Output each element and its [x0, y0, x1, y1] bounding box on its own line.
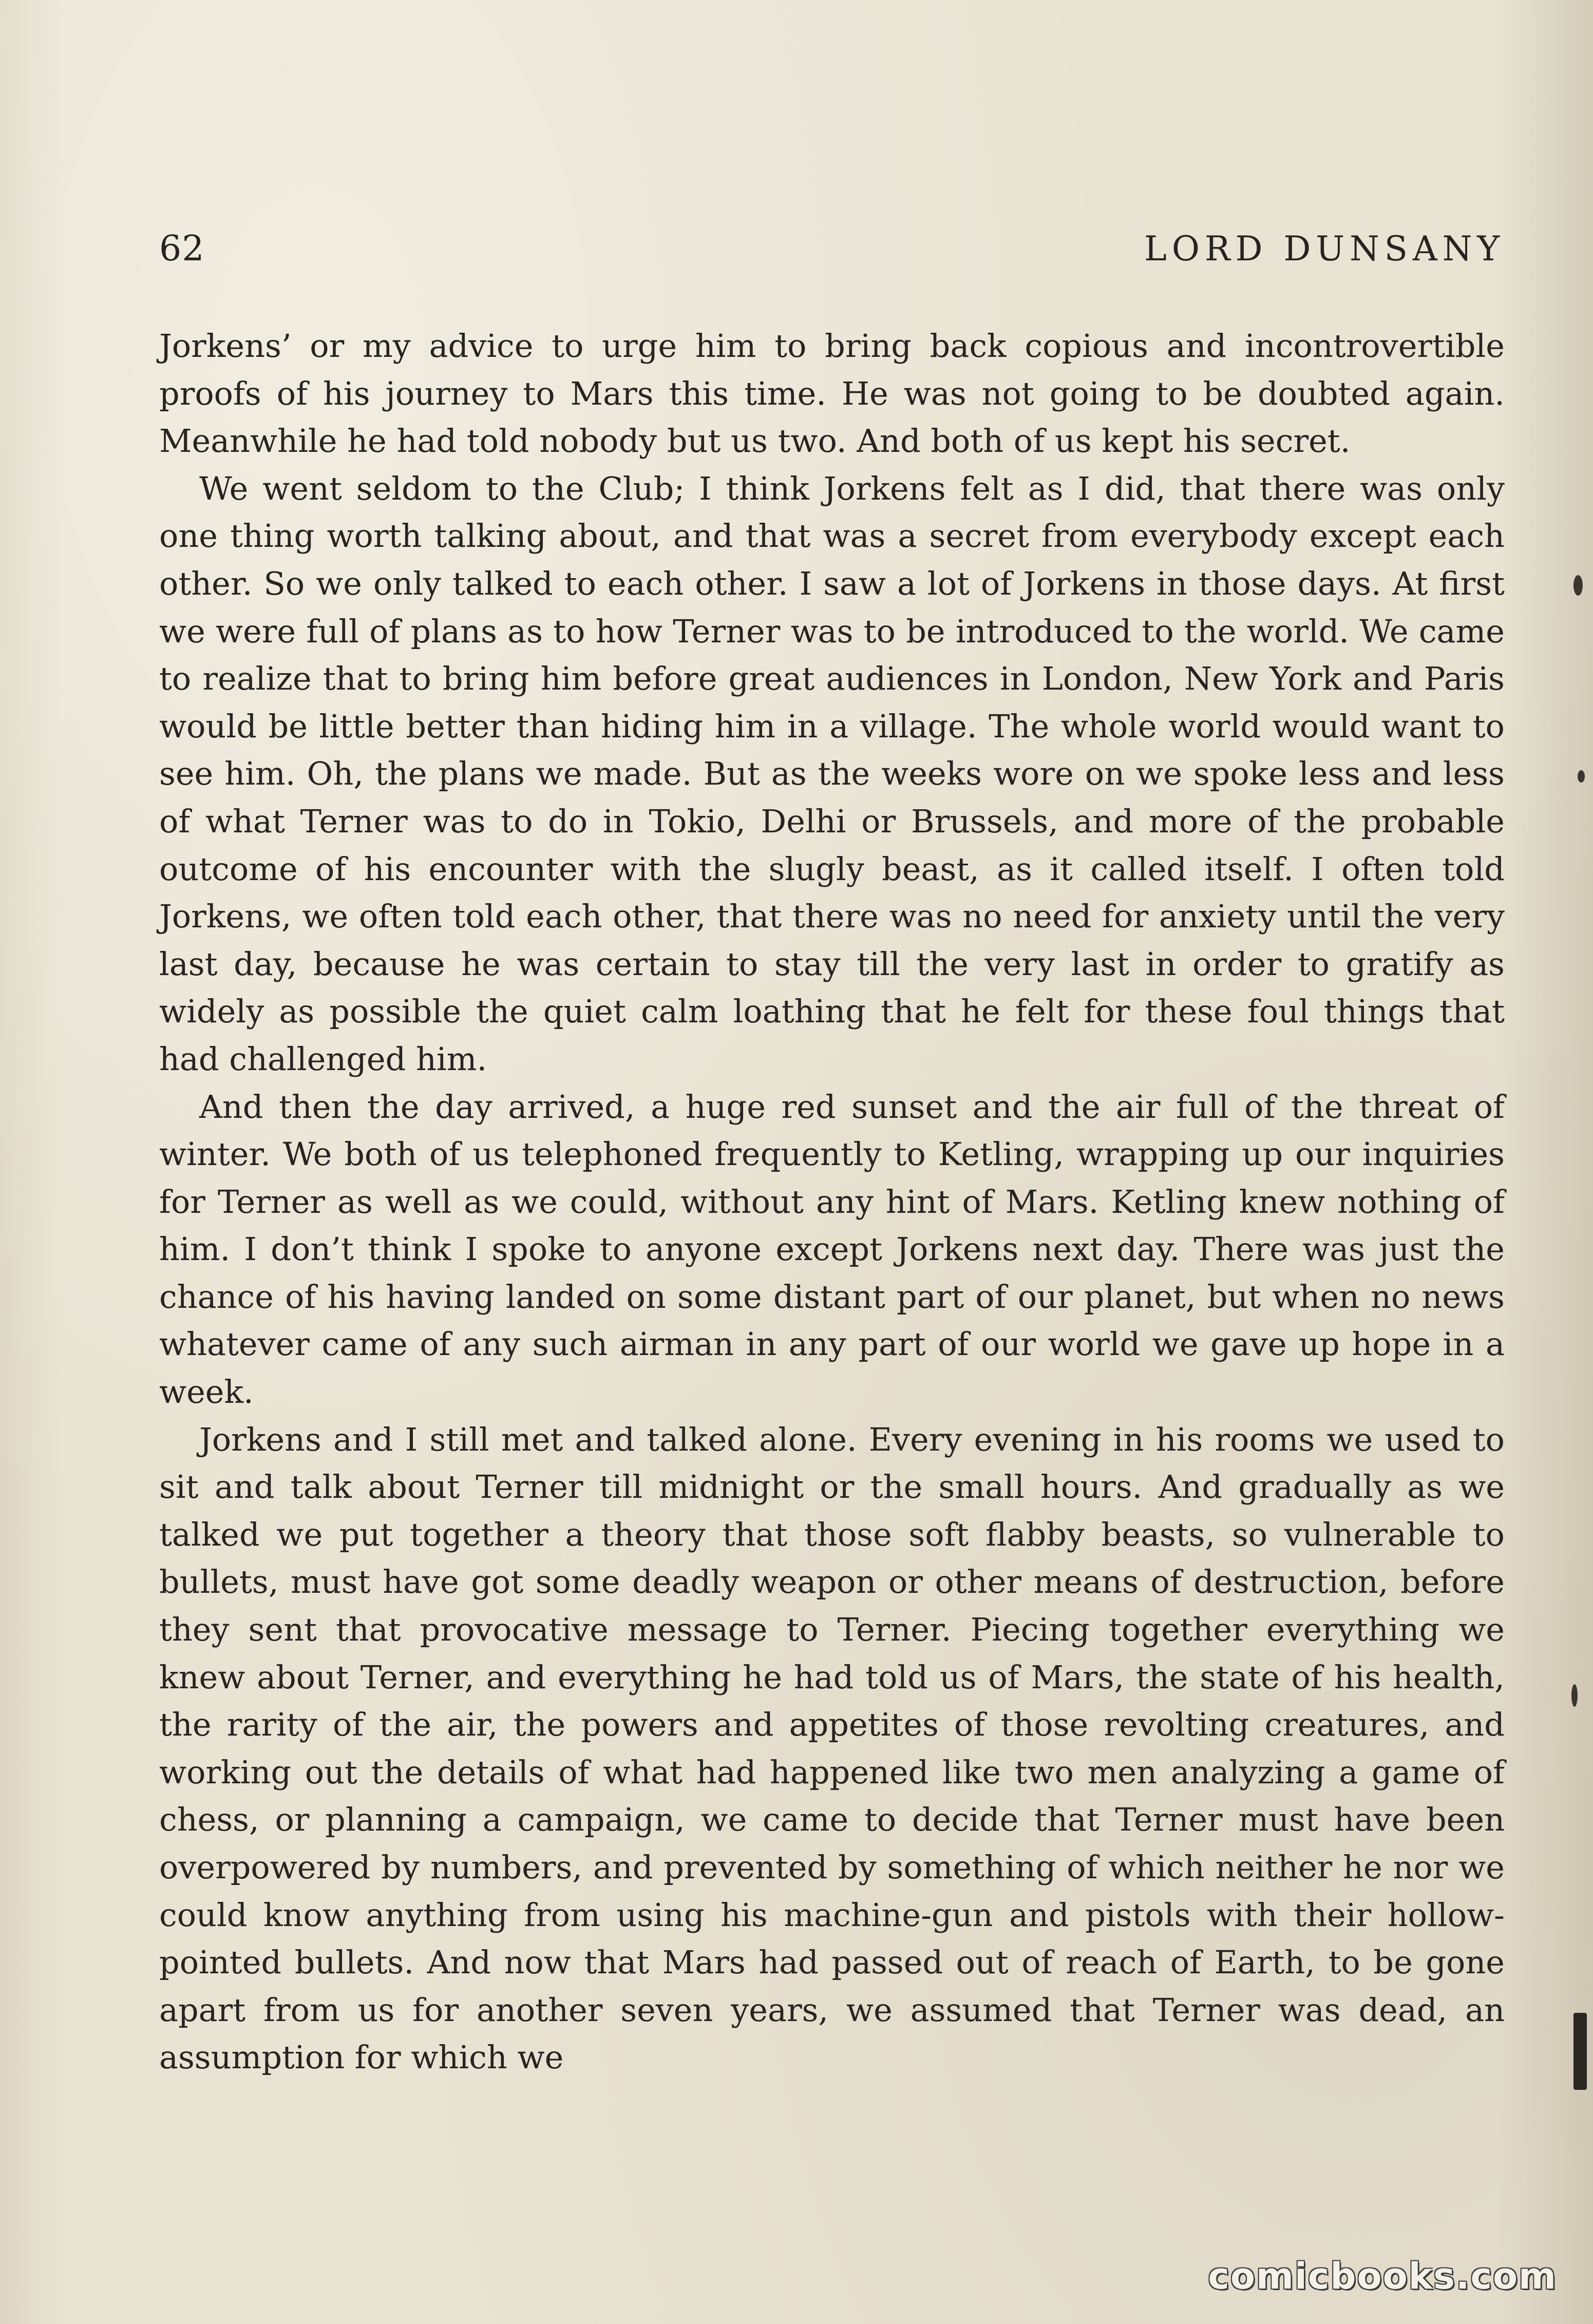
page-speck: [1578, 770, 1585, 783]
running-head: [159, 221, 1505, 277]
paragraph: We went seldom to the Club; I think Jorkens felt as I did, that there was only one thing worth talking about, and that was a secret from everybody except each other. So we only talked to each other. I saw a lot of Jorkens in those days. At first we were full of plans as to how Terner was to be introduced to the world. We came to realize that to bring him before great audiences in London, New York and Paris would be little better than hiding him in a village. The whole world would want to see him. Oh, the plans we made. But as the weeks wore on we spoke less and less of what Terner was to do in Tokio, Delhi or Brussels, and more of the probable outcome of his encounter with the slugly beast, as it called itself. I often told Jorkens, we often told each other, that there was no need for anxiety until the very last day, because he was certain to stay till the very last in order to gratify as widely as possible the quiet calm loathing that he felt for these foul things that had challenged him.: [159, 469, 1505, 1078]
page-edge-mark: [1573, 2013, 1587, 2090]
paragraph: And then the day arrived, a huge red sunset and the air full of the threat of winter. We both of us telephoned frequently to Ketling, wrapping up our inquiries for Terner as well as we could, without any hint of Mars. Ketling knew nothing of him. I don’t think I spoke to anyone except Jorkens next day. There was just the chance of his having landed on some distant part of our planet, but when no news whatever came of any such airman in any part of our world we gave up hope in a week.: [159, 1088, 1505, 1411]
paragraph: Jorkens’ or my advice to urge him to bring back copious and incontrovertible proofs of his journey to Mars this time. He was not going to be doubted again. Meanwhile he had told nobody but us two. And both of us kept his secret.: [159, 327, 1505, 460]
page-number: 62: [159, 228, 205, 269]
page-speck: [1573, 575, 1583, 596]
paragraph: Jorkens and I still met and talked alone. Every evening in his rooms we used to sit and talk about Terner till midnight or the small hours. And gradually as we talked we put together a theory that those soft flabby beasts, so vulnerable to bullets, must have got some deadly weapon or other means of destruction, before they sent that provocative message to Terner. Piecing together everything we knew about Terner, and everything he had told us of Mars, the state of his health, the rarity of the air, the powers and appetites of those revolting creatures, and working out the details of what had happened like two men analyzing a game of chess, or planning a campaign, we came to decide that Terner must have been overpowered by numbers, and prevented by something of which neither he nor we could know anything from using his machine-gun and pistols with their hollow-pointed bullets. And now that Mars had passed out of reach of Earth, to be gone apart from us for another seven years, we assumed that Terner was dead, an assumption for which we: [159, 1420, 1505, 2077]
running-title: LORD DUNSANY: [1144, 229, 1505, 269]
body-text: [159, 322, 1505, 2082]
watermark: comicbooks.com: [1208, 2255, 1557, 2297]
page-speck: [1571, 1684, 1578, 1707]
